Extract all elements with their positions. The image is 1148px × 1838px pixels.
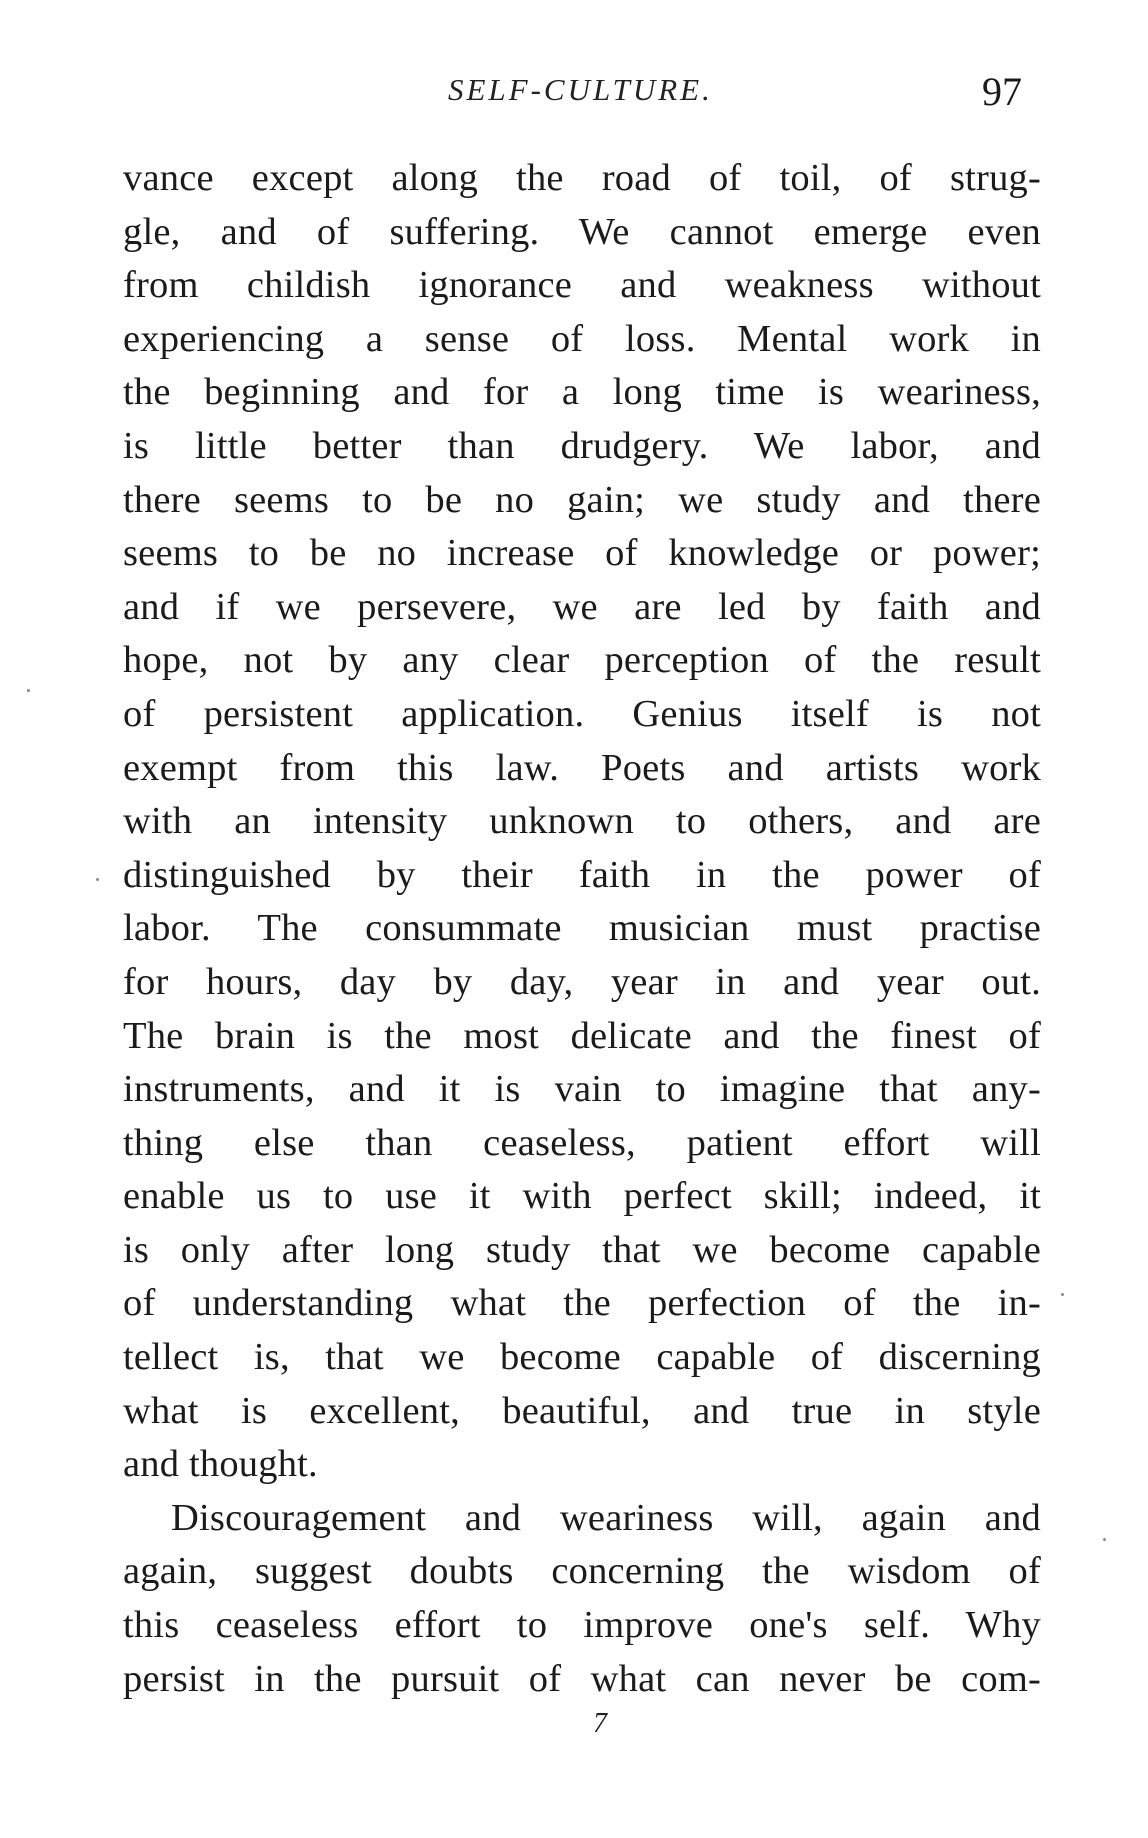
text-line: exempt from this law. Poets and artists work: [123, 746, 1041, 789]
text-line: of persistent application. Genius itself is not: [123, 692, 1041, 735]
text-line: and thought.: [123, 1443, 318, 1486]
signature-mark: 7: [593, 1708, 607, 1739]
text-line: there seems to be no gain; we study and there: [123, 478, 1041, 521]
paper-speck: [1061, 1293, 1064, 1296]
text-line: vance except along the road of toil, of strug-: [123, 157, 1041, 199]
text-line: of understanding what the perfection of the in-: [123, 1282, 1041, 1325]
text-line: with an intensity unknown to others, and are: [123, 800, 1041, 843]
body-text: [123, 152, 1041, 1706]
paragraph-start-line: Discouragement and weariness will, again and: [171, 1496, 1041, 1539]
text-line: is only after long study that we become capable: [123, 1228, 1041, 1271]
text-line: from childish ignorance and weakness without: [123, 264, 1041, 307]
text-line: The brain is the most delicate and the finest of: [123, 1014, 1041, 1057]
paper-speck: [27, 689, 30, 692]
text-line: thing else than ceaseless, patient effort will: [123, 1121, 1041, 1164]
running-head: [0, 68, 1148, 118]
paper-speck: [96, 878, 99, 881]
text-line: tellect is, that we become capable of discerning: [123, 1336, 1041, 1379]
text-line: what is excellent, beautiful, and true in style: [123, 1389, 1041, 1432]
text-line: is little better than drudgery. We labor, and: [123, 424, 1041, 467]
running-title: SELF-CULTURE.: [448, 72, 713, 107]
text-line: for hours, day by day, year in and year out.: [123, 960, 1041, 1003]
text-line: instruments, and it is vain to imagine that any-: [123, 1068, 1041, 1111]
text-line: distinguished by their faith in the power of: [123, 853, 1041, 896]
page-number: 97: [982, 69, 1022, 114]
text-line: again, suggest doubts concerning the wisdom of: [123, 1550, 1041, 1593]
text-line: the beginning and for a long time is weariness,: [123, 371, 1041, 414]
text-line: enable us to use it with perfect skill; indeed, it: [123, 1175, 1041, 1218]
text-line: labor. The consummate musician must practise: [123, 907, 1041, 950]
text-line: hope, not by any clear perception of the result: [123, 639, 1041, 682]
text-line: and if we persevere, we are led by faith and: [123, 585, 1041, 628]
text-line: seems to be no increase of knowledge or power;: [123, 532, 1041, 575]
text-line: experiencing a sense of loss. Mental work in: [123, 317, 1041, 360]
text-line: persist in the pursuit of what can never be com-: [123, 1657, 1041, 1700]
paper-speck: [1103, 1538, 1106, 1541]
text-line: gle, and of suffering. We cannot emerge even: [123, 210, 1041, 253]
text-line: this ceaseless effort to improve one's self. Why: [123, 1604, 1041, 1647]
